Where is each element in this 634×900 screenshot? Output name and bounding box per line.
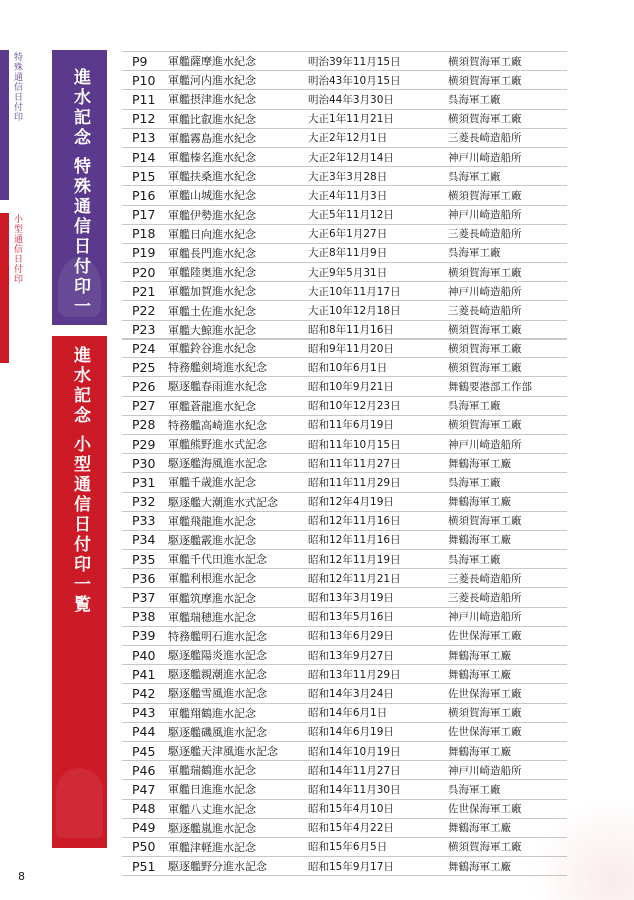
launch-date: 昭和11年6月19日 bbox=[308, 419, 394, 432]
launch-date: 昭和14年11月27日 bbox=[308, 764, 401, 777]
stamp-title: 軍艦瑞鶴進水記念 bbox=[168, 764, 256, 778]
shipyard: 神戸川崎造船所 bbox=[448, 611, 522, 624]
launch-date: 昭和10年6月1日 bbox=[308, 361, 388, 374]
list-row bbox=[122, 225, 567, 244]
launch-date: 昭和13年9月27日 bbox=[308, 649, 394, 662]
stamp-title: 軍艦瑞穂進水記念 bbox=[168, 610, 256, 624]
list-row bbox=[122, 167, 567, 186]
launch-date: 昭和11年11月27日 bbox=[308, 457, 401, 470]
side-label-special: 特殊通信日付印 bbox=[12, 52, 22, 122]
launch-date: 明治44年3月30日 bbox=[308, 93, 394, 106]
launch-date: 昭和14年3月24日 bbox=[308, 687, 394, 700]
stamp-title: 軍艦大鯨進水記念 bbox=[168, 323, 256, 337]
shipyard: 呉海軍工廠 bbox=[448, 553, 501, 566]
page-ref: P35 bbox=[132, 551, 156, 567]
page-ref: P30 bbox=[132, 455, 156, 471]
shipyard: 横須賀海軍工廠 bbox=[448, 707, 522, 720]
launch-date: 昭和13年3月19日 bbox=[308, 592, 394, 605]
list-row bbox=[122, 473, 567, 492]
stamp-title: 軍艦土佐進水紀念 bbox=[168, 304, 256, 318]
shipyard: 佐世保海軍工廠 bbox=[448, 630, 522, 643]
launch-date: 昭和13年5月16日 bbox=[308, 611, 394, 624]
stamp-title: 軍艦陸奥進水紀念 bbox=[168, 266, 256, 280]
stamp-title: 駆逐艦親潮進水記念 bbox=[168, 668, 267, 682]
shipyard: 横須賀海軍工廠 bbox=[448, 324, 522, 337]
stamp-title: 軍艦日向進水紀念 bbox=[168, 227, 256, 241]
list-row bbox=[122, 110, 567, 129]
shipyard: 三菱長崎造船所 bbox=[448, 305, 522, 318]
shipyard: 呉海軍工廠 bbox=[448, 247, 501, 260]
stamp-title: 軍艦飛龍進水記念 bbox=[168, 514, 256, 528]
stamp-title: 駆逐艦霰進水記念 bbox=[168, 533, 256, 547]
launch-date: 大正6年1月27日 bbox=[308, 228, 388, 241]
stamp-title: 軍艦千代田進水記念 bbox=[168, 553, 267, 567]
list-row bbox=[122, 608, 567, 627]
shipyard: 舞鶴海軍工廠 bbox=[448, 668, 511, 681]
list-row bbox=[122, 301, 567, 320]
list-row bbox=[122, 338, 567, 358]
page-ref: P17 bbox=[132, 207, 156, 223]
list-row bbox=[122, 588, 567, 607]
list-row bbox=[122, 129, 567, 148]
page-ref: P50 bbox=[132, 839, 156, 855]
launch-date: 昭和12年11月19日 bbox=[308, 553, 401, 566]
launch-date: 昭和14年10月19日 bbox=[308, 745, 401, 758]
launch-date: 明治39年11月15日 bbox=[308, 55, 401, 68]
shipyard: 三菱長崎造船所 bbox=[448, 228, 522, 241]
list-row bbox=[122, 780, 567, 799]
page-ref: P42 bbox=[132, 685, 156, 701]
stamp-title: 特務艦明石進水記念 bbox=[168, 629, 267, 643]
page-ref: P29 bbox=[132, 436, 156, 452]
list-row bbox=[122, 800, 567, 819]
launch-date: 昭和15年6月5日 bbox=[308, 841, 388, 854]
page-ref: P32 bbox=[132, 494, 156, 510]
stamp-title: 軍艦長門進水紀念 bbox=[168, 246, 256, 260]
decorative-wave bbox=[525, 800, 634, 900]
page-ref: P15 bbox=[132, 168, 156, 184]
shipyard: 神戸川崎造船所 bbox=[448, 209, 522, 222]
stamp-title: 軍艦日進進水記念 bbox=[168, 783, 256, 797]
launch-date: 昭和11年11月29日 bbox=[308, 476, 401, 489]
shipyard: 呉海軍工廠 bbox=[448, 476, 501, 489]
stamp-title: 軍艦八丈進水記念 bbox=[168, 802, 256, 816]
launch-date: 昭和9年11月20日 bbox=[308, 342, 394, 355]
launch-date: 大正2年12月1日 bbox=[308, 132, 388, 145]
stamp-title: 軍艦利根進水記念 bbox=[168, 572, 256, 586]
stamp-title: 特務艦高崎進水紀念 bbox=[168, 418, 267, 432]
stamp-title: 軍艦伊勢進水紀念 bbox=[168, 208, 256, 222]
special-stamp-list bbox=[122, 51, 567, 340]
shipyard: 舞鶴海軍工廠 bbox=[448, 534, 511, 547]
list-row bbox=[122, 358, 567, 377]
page-ref: P22 bbox=[132, 303, 156, 319]
page-ref: P31 bbox=[132, 474, 156, 490]
shipyard: 横須賀海軍工廠 bbox=[448, 841, 522, 854]
page-ref: P13 bbox=[132, 130, 156, 146]
shipyard: 舞鶴海軍工廠 bbox=[448, 860, 511, 873]
launch-date: 大正1年11月21日 bbox=[308, 113, 394, 126]
stamp-title: 駆逐艦陽炎進水記念 bbox=[168, 649, 267, 663]
launch-date: 昭和15年9月17日 bbox=[308, 860, 394, 873]
shipyard: 神戸川崎造船所 bbox=[448, 438, 522, 451]
list-row bbox=[122, 857, 567, 876]
page-ref: P23 bbox=[132, 322, 156, 338]
stamp-title: 軍艦鈴谷進水紀念 bbox=[168, 342, 256, 356]
shipyard: 舞鶴海軍工廠 bbox=[448, 457, 511, 470]
stamp-title: 軍艦蒼龍進水紀念 bbox=[168, 399, 256, 413]
shipyard: 呉海軍工廠 bbox=[448, 400, 501, 413]
shipyard: 三菱長崎造船所 bbox=[448, 592, 522, 605]
launch-date: 昭和15年4月22日 bbox=[308, 822, 394, 835]
shipyard: 三菱長崎造船所 bbox=[448, 132, 522, 145]
list-row bbox=[122, 646, 567, 665]
stamp-title: 軍艦摂津進水紀念 bbox=[168, 93, 256, 107]
page-ref: P48 bbox=[132, 801, 156, 817]
list-row bbox=[122, 206, 567, 225]
stamp-title: 軍艦筑摩進水記念 bbox=[168, 591, 256, 605]
shipyard: 横須賀海軍工廠 bbox=[448, 74, 522, 87]
launch-date: 昭和14年6月1日 bbox=[308, 707, 388, 720]
launch-date: 昭和15年4月10日 bbox=[308, 803, 394, 816]
stamp-title: 特務艦剣埼進水紀念 bbox=[168, 361, 267, 375]
list-row bbox=[122, 71, 567, 90]
list-row bbox=[122, 512, 567, 531]
page-ref: P43 bbox=[132, 705, 156, 721]
side-tab-small bbox=[0, 213, 9, 363]
page-ref: P9 bbox=[132, 53, 148, 69]
list-row bbox=[122, 723, 567, 742]
list-row bbox=[122, 186, 567, 205]
launch-date: 昭和12年11月16日 bbox=[308, 515, 401, 528]
stamp-title: 軍艦河内進水紀念 bbox=[168, 74, 256, 88]
page-ref: P34 bbox=[132, 532, 156, 548]
shipyard: 舞鶴要港部工作部 bbox=[448, 380, 532, 393]
shipyard: 佐世保海軍工廠 bbox=[448, 687, 522, 700]
page-ref: P36 bbox=[132, 570, 156, 586]
page-ref: P19 bbox=[132, 245, 156, 261]
launch-date: 昭和13年11月29日 bbox=[308, 668, 401, 681]
launch-date: 昭和13年6月29日 bbox=[308, 630, 394, 643]
shipyard: 横須賀海軍工廠 bbox=[448, 189, 522, 202]
launch-date: 大正10年11月17日 bbox=[308, 285, 401, 298]
stamp-title: 駆逐艦雪風進水記念 bbox=[168, 687, 267, 701]
list-row bbox=[122, 397, 567, 416]
launch-date: 昭和12年4月19日 bbox=[308, 496, 394, 509]
list-row bbox=[122, 90, 567, 109]
page-ref: P10 bbox=[132, 72, 156, 88]
list-row bbox=[122, 263, 567, 282]
stamp-title: 駆逐艦大潮進水式記念 bbox=[168, 495, 278, 509]
launch-date: 大正4年11月3日 bbox=[308, 189, 388, 202]
list-row bbox=[122, 569, 567, 588]
section-title-special: 進水記念 特殊通信日付印一覧 bbox=[15, 68, 90, 317]
list-row bbox=[122, 627, 567, 646]
section-title-small: 進水記念 小型通信日付印一覧 bbox=[70, 346, 90, 615]
list-row bbox=[122, 531, 567, 550]
list-row bbox=[122, 435, 567, 454]
launch-date: 昭和10年9月21日 bbox=[308, 380, 394, 393]
stamp-title: 軍艦霧島進水紀念 bbox=[168, 131, 256, 145]
stamp-title: 駆逐艦海風進水記念 bbox=[168, 457, 267, 471]
page-ref: P46 bbox=[132, 762, 156, 778]
list-row bbox=[122, 282, 567, 301]
launch-date: 大正5年11月12日 bbox=[308, 209, 394, 222]
launch-date: 昭和10年12月23日 bbox=[308, 400, 401, 413]
stamp-title: 駆逐艦天津風進水記念 bbox=[168, 745, 278, 759]
stamp-title: 軍艦比叡進水紀念 bbox=[168, 112, 256, 126]
launch-date: 大正3年3月28日 bbox=[308, 170, 388, 183]
shipyard: 神戸川崎造船所 bbox=[448, 285, 522, 298]
stamp-title: 駆逐艦春雨進水紀念 bbox=[168, 380, 267, 394]
shipyard: 舞鶴海軍工廠 bbox=[448, 745, 511, 758]
page-ref: P26 bbox=[132, 378, 156, 394]
list-row bbox=[122, 838, 567, 857]
page-ref: P40 bbox=[132, 647, 156, 663]
launch-date: 大正8年11月9日 bbox=[308, 247, 388, 260]
launch-date: 大正10年12月18日 bbox=[308, 305, 401, 318]
shipyard: 横須賀海軍工廠 bbox=[448, 515, 522, 528]
page-ref: P38 bbox=[132, 609, 156, 625]
stamp-title: 軍艦榛名進水紀念 bbox=[168, 151, 256, 165]
stamp-title: 駆逐艦磯風進水記念 bbox=[168, 725, 267, 739]
page-ref: P16 bbox=[132, 187, 156, 203]
launch-date: 昭和8年11月16日 bbox=[308, 324, 394, 337]
stamp-title: 駆逐艦野分進水記念 bbox=[168, 860, 267, 874]
list-row bbox=[122, 493, 567, 512]
page-ref: P44 bbox=[132, 724, 156, 740]
page-ref: P28 bbox=[132, 417, 156, 433]
shipyard: 舞鶴海軍工廠 bbox=[448, 496, 511, 509]
small-stamp-list bbox=[122, 338, 567, 876]
shipyard: 神戸川崎造船所 bbox=[448, 764, 522, 777]
shipyard: 呉海軍工廠 bbox=[448, 783, 501, 796]
launch-date: 昭和12年11月21日 bbox=[308, 572, 401, 585]
launch-date: 昭和14年11月30日 bbox=[308, 783, 401, 796]
page-ref: P14 bbox=[132, 149, 156, 165]
stamp-title: 軍艦山城進水紀念 bbox=[168, 189, 256, 203]
list-row bbox=[122, 550, 567, 569]
shipyard: 横須賀海軍工廠 bbox=[448, 361, 522, 374]
launch-date: 大正2年12月14日 bbox=[308, 151, 394, 164]
side-tab-special bbox=[0, 50, 9, 200]
page-ref: P24 bbox=[132, 340, 156, 356]
shipyard: 佐世保海軍工廠 bbox=[448, 803, 522, 816]
shipyard: 舞鶴海軍工廠 bbox=[448, 649, 511, 662]
stamp-title: 軍艦薩摩進水紀念 bbox=[168, 55, 256, 69]
list-row bbox=[122, 665, 567, 684]
page-number: 8 bbox=[18, 870, 25, 883]
page-ref: P41 bbox=[132, 666, 156, 682]
page-ref: P39 bbox=[132, 628, 156, 644]
list-row bbox=[122, 51, 567, 71]
stamp-title: 軍艦千歳進水記念 bbox=[168, 476, 256, 490]
list-row bbox=[122, 704, 567, 723]
stamp-title: 軍艦翔鶴進水記念 bbox=[168, 706, 256, 720]
page-ref: P21 bbox=[132, 283, 156, 299]
page-ref: P12 bbox=[132, 111, 156, 127]
list-row bbox=[122, 454, 567, 473]
list-row bbox=[122, 819, 567, 838]
shipyard: 舞鶴海軍工廠 bbox=[448, 822, 511, 835]
shipyard: 三菱長崎造船所 bbox=[448, 572, 522, 585]
page-ref: P18 bbox=[132, 226, 156, 242]
section-banner-small bbox=[52, 336, 107, 848]
page-ref: P51 bbox=[132, 858, 156, 874]
list-row bbox=[122, 148, 567, 167]
list-row bbox=[122, 761, 567, 780]
page-ref: P45 bbox=[132, 743, 156, 759]
page-ref: P47 bbox=[132, 781, 156, 797]
shipyard: 横須賀海軍工廠 bbox=[448, 342, 522, 355]
page-ref: P20 bbox=[132, 264, 156, 280]
side-label-small: 小型通信日付印 bbox=[12, 214, 22, 284]
launch-date: 昭和12年11月16日 bbox=[308, 534, 401, 547]
list-row bbox=[122, 377, 567, 396]
page-ref: P27 bbox=[132, 398, 156, 414]
list-row bbox=[122, 684, 567, 703]
list-row bbox=[122, 416, 567, 435]
list-row bbox=[122, 742, 567, 761]
page-ref: P33 bbox=[132, 513, 156, 529]
page-ref: P11 bbox=[132, 91, 156, 107]
launch-date: 明治43年10月15日 bbox=[308, 74, 401, 87]
shipyard: 呉海軍工廠 bbox=[448, 93, 501, 106]
stamp-title: 軍艦津軽進水記念 bbox=[168, 840, 256, 854]
launch-date: 大正9年5月31日 bbox=[308, 266, 388, 279]
shipyard: 横須賀海軍工廠 bbox=[448, 266, 522, 279]
shipyard: 横須賀海軍工廠 bbox=[448, 113, 522, 126]
shipyard: 神戸川崎造船所 bbox=[448, 151, 522, 164]
shipyard: 佐世保海軍工廠 bbox=[448, 726, 522, 739]
page-ref: P49 bbox=[132, 820, 156, 836]
stamp-title: 駆逐艦嵐進水記念 bbox=[168, 821, 256, 835]
list-row bbox=[122, 321, 567, 340]
launch-date: 昭和14年6月19日 bbox=[308, 726, 394, 739]
stamp-title: 軍艦熊野進水式記念 bbox=[168, 438, 267, 452]
page-ref: P37 bbox=[132, 590, 156, 606]
shipyard: 横須賀海軍工廠 bbox=[448, 55, 522, 68]
page-ref: P25 bbox=[132, 359, 156, 375]
stamp-title: 軍艦加賀進水紀念 bbox=[168, 285, 256, 299]
launch-date: 昭和11年10月15日 bbox=[308, 438, 401, 451]
stamp-title: 軍艦扶桑進水紀念 bbox=[168, 170, 256, 184]
shipyard: 横須賀海軍工廠 bbox=[448, 419, 522, 432]
list-row bbox=[122, 244, 567, 263]
shipyard: 呉海軍工廠 bbox=[448, 170, 501, 183]
